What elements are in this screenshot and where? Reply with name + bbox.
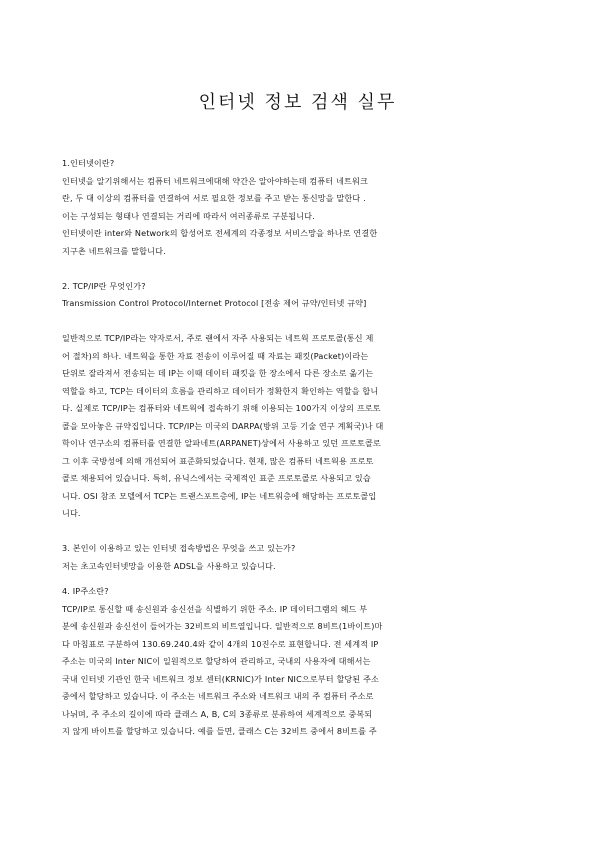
document-body [62,155,532,741]
text-line: 1.인터넷이란? [62,158,115,168]
text-line: 지 않게 바이트를 할당하고 있습니다. 예를 들면, 클래스 C는 32비트 중에서 8비트를 주 [62,726,377,736]
text-line: 다 마침표로 구분하여 130.69.240.4와 같이 4개의 10진수로 표현합니다. 전 세계적 IP [62,638,379,649]
text-line: 중에서 할당하고 있습니다. 이 주소는 네트워크 주소와 네트워크 내의 주 컴퓨터 주소로 [62,691,374,701]
section-tcpip [62,278,532,313]
text-line: 4. IP주소란? [62,586,109,596]
section-internet [62,155,532,260]
text-line: 다. 실제로 TCP/IP는 컴퓨터와 네트웍에 접속하기 위해 이용되는 100가지 이상의 프로토 [62,403,381,413]
text-line: TCP/IP로 통신할 때 송신원과 송신선을 식별하기 위한 주소. IP 데이터그램의 헤드 부 [62,603,368,614]
text-line: 그 이후 국방성에 의해 개선되어 표준화되었습니다. 현재, 많은 컴퓨터 네트웍용 프로토 [62,455,374,466]
text-line: 2. TCP/IP란 무엇인가? [62,280,146,291]
text-line: 저는 초고속인터넷망을 이용한 ADSL을 사용하고 있습니다. [62,560,276,571]
text-line: Transmission Control Protocol/Internet Protocol [전송 제어 규약/인터넷 규약] [62,298,367,308]
text-line: 인터넷이란 inter와 Network의 합성어로 전세계의 각종정보 서비스망을 하나로 연결한 [62,228,378,238]
text-line: 콜을 모아놓은 규약집입니다. TCP/IP는 미국의 DARPA(방위 고등 기술 연구 계획국)나 대 [62,420,384,431]
text-line: 콜로 채용되어 있습니다. 특히, 유닉스에서는 국제적인 표준 프로토콜로 사용되고 있습 [62,473,371,483]
text-line: 나뉘며, 주 주소의 길이에 따라 클래스 A, B, C의 3종류로 분류하여 세계적으로 중복되 [62,708,373,719]
text-line: 란, 두 대 이상의 컴퓨터를 연결하여 서로 필요한 정보를 주고 받는 통신망을 말한다 . [62,193,366,203]
text-line: 이는 구성되는 형태나 연결되는 거리에 따라서 여러종류로 구분됩니다. [62,210,315,221]
text-line: 인터넷을 알기위해서는 컴퓨터 네트워크에대해 약간은 알아야하는데 컴퓨터 네트워크 [62,175,368,186]
text-line: 단위로 잘라져서 전송되는 데 IP는 이때 데이터 패킷을 한 장소에서 다른 장소로 옮기는 [62,368,374,378]
text-line: 일반적으로 TCP/IP라는 약자로서, 주로 랜에서 자주 사용되는 네트웍 프로토콜(통신 제 [62,333,374,343]
paragraph-gap [62,523,532,541]
paragraph-gap [62,575,532,583]
text-line: 지구촌 네트워크를 말합니다. [62,245,166,256]
text-line: 국내 인터넷 기관인 한국 네트워크 정보 센터(KRNIC)가 Inter NIC으로부터 할당된 주소 [62,673,380,684]
section-tcpip-description [62,330,532,523]
text-line: 주소는 미국의 Inter NIC이 일원적으로 할당하여 관리하고, 국내의 사용자에 대해서는 [62,656,371,666]
paragraph-gap [62,260,532,278]
text-line: 역할을 하고, TCP는 데이터의 흐름을 관리하고 데이터가 정확한지 확인하는 역할을 합니 [62,385,379,396]
text-line: 니다. OSI 참조 모델에서 TCP는 트랜스포트층에, IP는 네트워층에 해당하는 프로토콜입 [62,490,377,501]
section-ip-address [62,583,532,741]
paragraph-gap [62,313,532,331]
text-line: 니다. [62,508,81,518]
text-line: 분에 송신원과 송신선이 들어가는 32비트의 비트열입니다. 일반적으로 8비트(1바이트)마 [62,621,383,631]
text-line: 학이나 연구소의 컴퓨터를 연결한 알파네트(ARPANET)상에서 사용하고 있던 프로토콜로 [62,438,381,448]
text-line: 어 절차)의 하나. 네트웍을 통한 자료 전송이 이루어질 때 자료는 패킷(Packet)이라는 [62,350,369,361]
section-connection-method [62,540,532,575]
text-line: 3. 본인이 이용하고 있는 인터넷 접속방법은 무엇을 쓰고 있는가? [62,543,296,553]
page-title: 인터넷 정보 검색 실무 [198,92,397,113]
